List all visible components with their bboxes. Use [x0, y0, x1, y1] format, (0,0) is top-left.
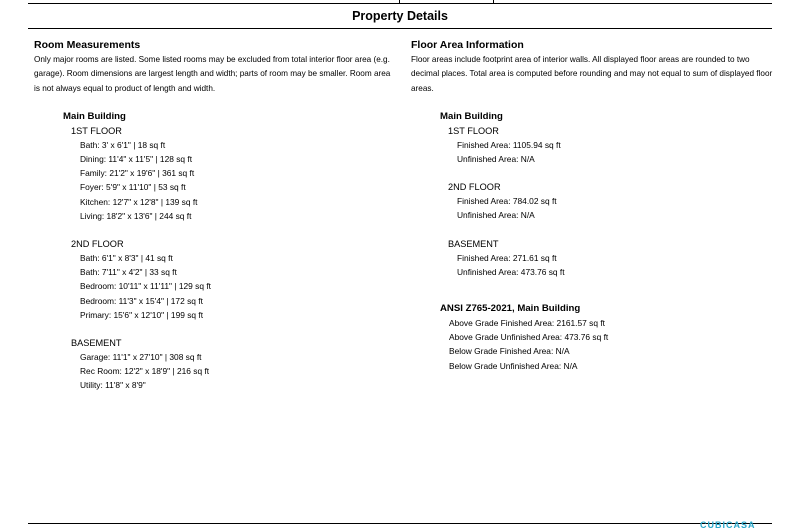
section-description: Floor areas include footprint area of interior walls. All displayed floor areas are rounded to two decimal places. Total area is computed before rounding and may not equal to sum of displayed floor areas. [411, 55, 773, 93]
title-divider [28, 28, 772, 29]
unfinished-area: Unfinished Area: N/A [457, 154, 535, 165]
floor-name: 1ST FLOOR [71, 125, 122, 136]
finished-area: Finished Area: 1105.94 sq ft [457, 139, 561, 150]
floor-area-section [411, 38, 776, 373]
brand-logo [700, 520, 772, 530]
room-row: Living: 18'2" x 13'6" | 244 sq ft [80, 210, 192, 221]
logo-text: CUBICASA [700, 520, 756, 530]
finished-area: Finished Area: 271.61 sq ft [457, 252, 557, 263]
room-row: Bath: 7'11" x 4'2" | 33 sq ft [80, 267, 177, 278]
room-row: Utility: 11'8" x 8'9" [80, 380, 146, 391]
page-title: Property Details [352, 9, 448, 23]
floor-name: BASEMENT [71, 337, 122, 348]
bottom-divider [28, 523, 772, 524]
building-name: Main Building [440, 110, 503, 122]
ansi-line: Below Grade Finished Area: N/A [449, 346, 570, 357]
unfinished-area: Unfinished Area: N/A [457, 210, 535, 221]
ansi-title: ANSI Z765-2021, Main Building [440, 303, 581, 315]
floor-name: 2ND FLOOR [71, 239, 124, 250]
floor-name: 2ND FLOOR [448, 182, 501, 193]
ansi-line: Below Grade Unfinished Area: N/A [449, 360, 578, 371]
room-row: Kitchen: 12'7" x 12'8" | 139 sq ft [80, 196, 198, 207]
finished-area: Finished Area: 784.02 sq ft [457, 196, 557, 207]
section-title: Floor Area Information [411, 39, 524, 51]
room-row: Bedroom: 11'3" x 15'4" | 172 sq ft [80, 295, 203, 306]
room-row: Primary: 15'6" x 12'10" | 199 sq ft [80, 309, 204, 320]
floor-name: BASEMENT [448, 238, 499, 249]
top-border-line [28, 3, 772, 4]
room-row: Rec Room: 12'2" x 18'9" | 216 sq ft [80, 366, 210, 377]
room-row: Dining: 11'4" x 11'5" | 128 sq ft [80, 154, 193, 165]
building-name: Main Building [63, 110, 126, 122]
unfinished-area: Unfinished Area: 473.76 sq ft [457, 266, 565, 277]
room-row: Family: 21'2" x 19'6" | 361 sq ft [80, 168, 195, 179]
top-border-tick [399, 0, 400, 3]
top-border-tick [493, 0, 494, 3]
room-row: Foyer: 5'9" x 11'10" | 53 sq ft [80, 182, 186, 193]
section-title: Room Measurements [34, 39, 141, 51]
ansi-line: Above Grade Finished Area: 2161.57 sq ft [449, 318, 605, 329]
room-measurements-section [34, 38, 396, 393]
room-row: Garage: 11'1" x 27'10" | 308 sq ft [80, 351, 202, 362]
floor-name: 1ST FLOOR [448, 125, 499, 136]
room-row: Bath: 6'1" x 8'3" | 41 sq ft [80, 253, 173, 264]
ansi-line: Above Grade Unfinished Area: 473.76 sq ft [449, 332, 609, 343]
room-row: Bath: 3' x 6'1" | 18 sq ft [80, 139, 166, 150]
room-row: Bedroom: 10'11" x 11'11" | 129 sq ft [80, 281, 211, 292]
section-description: Only major rooms are listed. Some listed rooms may be excluded from total interior floor area (e.g. garage). Room dimensions are largest length and width; parts of room may be smaller. Room area is not always equal to product of length and width. [34, 55, 391, 93]
